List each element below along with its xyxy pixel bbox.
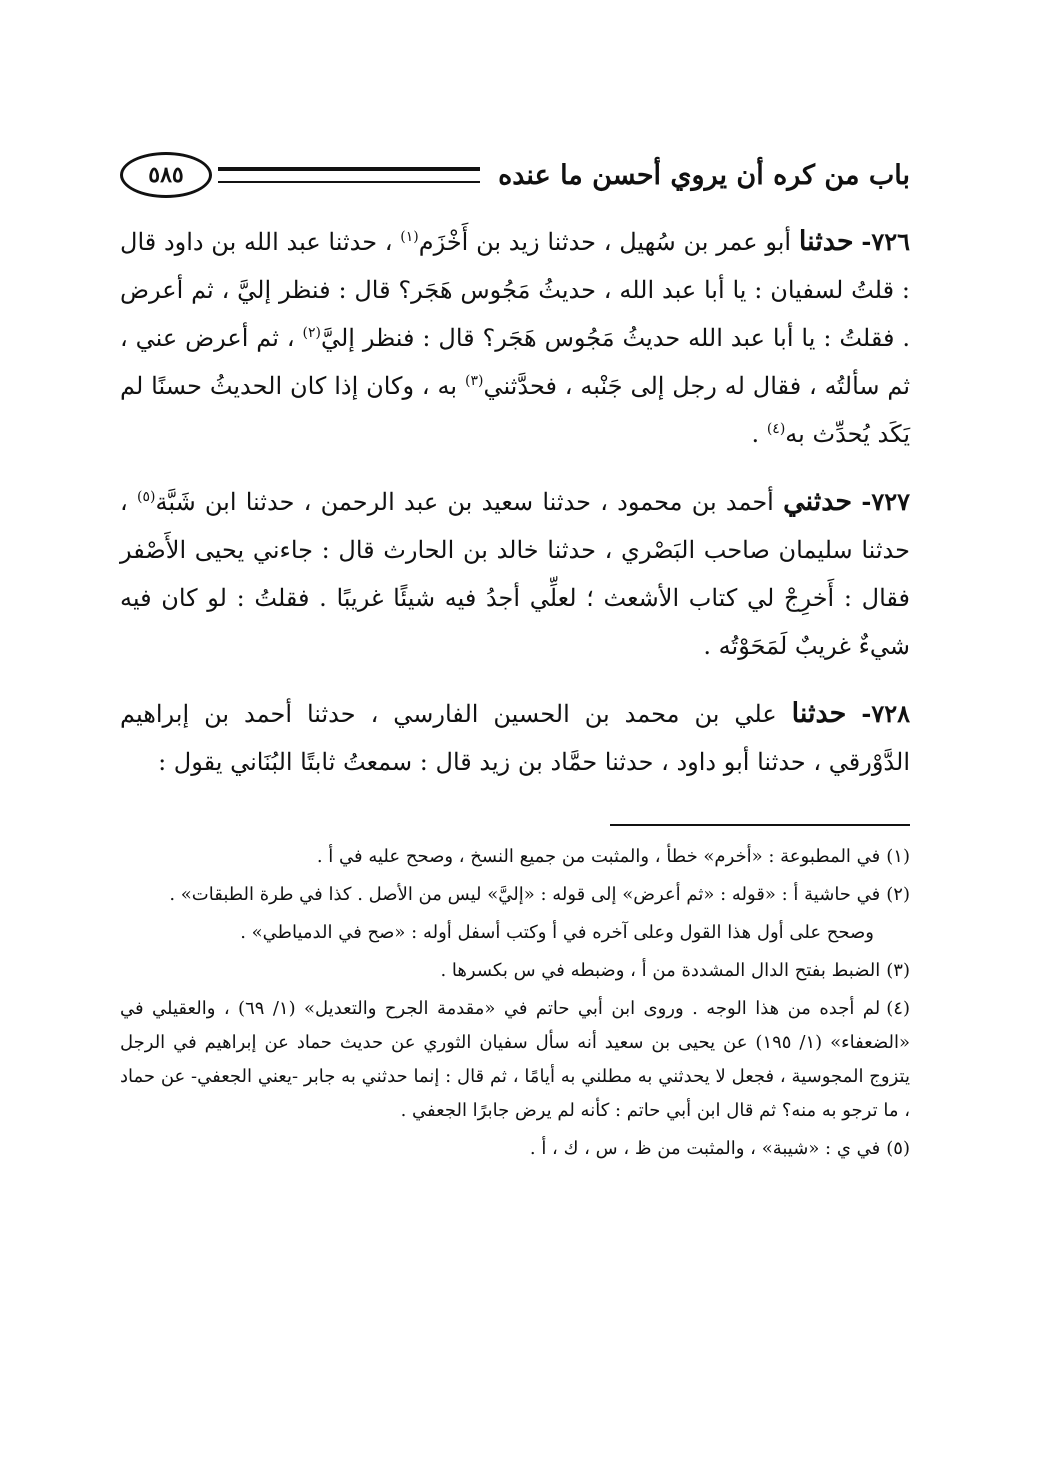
- hadith-text: ، حدثنا سليمان صاحب البَصْري ، حدثنا خالد بن الحارث قال : جاءني يحيى الأَصْفر فقال : أَخرِجْ لي كتاب الأشعث ؛ لعلِّي أجدُ فيه شيئًا غريبًا . فقلتُ : لو كان فيه شيءٌ غريبٌ لَمَحَوْتُه .: [120, 488, 910, 660]
- hadith-text: أبو عمر بن سُهيل ، حدثنا زيد بن أَخْزَم: [418, 228, 792, 256]
- footnote-number: (٥): [886, 1138, 910, 1159]
- footnote-text: وصحح على أول هذا القول وعلى آخره في أ وكتب أسفل أوله : «صح في الدمياطي» .: [240, 922, 874, 943]
- hadith-number: ٧٢٧-: [861, 487, 910, 516]
- footnote-text: لم أجده من هذا الوجه . وروى ابن أبي حاتم في «مقدمة الجرح والتعديل» (١/ ٦٩) ، والعقيلي في «الضعفاء» (١/ ١٩٥) عن يحيى بن سعيد أنه سأل سفيان الثوري عن حديث حماد عن إبراهيم في الرجل يتزوج المجوسية ، فجعل لا يحدثني به مطلني به أيامًا ، ثم قال : إنما حدثني به جابر -يعني الجعفي- عن حماد ، ما ترجو به منه؟ ثم قال ابن أبي حاتم : كأنه لم يرض جابرًا الجعفي .: [120, 998, 910, 1121]
- main-text: [120, 218, 910, 786]
- hadith-text: علي بن محمد بن الحسين الفارسي ، حدثنا أحمد بن إبراهيم الدَّوْرقي ، حدثنا أبو داود ، حدثنا حمَّاد بن زيد قال : سمعتُ ثابتًا البُنَاني يقول :: [120, 700, 910, 776]
- footnote-text: في ي : «شيبة» ، والمثبت من ظ ، س ، ك ، أ .: [529, 1138, 881, 1159]
- page-number-badge: ٥٨٥: [120, 152, 212, 198]
- hadith-727: [120, 478, 910, 670]
- hadith-text: به ، وكان إذا كان الحديثُ حسنًا لم يَكَد يُحدِّث به: [120, 372, 910, 448]
- footnote-text: في حاشية أ : «قوله : «ثم أعرض» إلى قوله : «إليَّ» ليس من الأصل . كذا في طرة الطبقات» .: [169, 884, 881, 905]
- hadith-text: ، ثم أعرض عني ، ثم سألتُه ، فقال له رجل إلى جَنْبه ، فحدَّثني: [120, 324, 911, 400]
- hadith-number: ٧٢٨-: [861, 699, 910, 728]
- footnote-ref[interactable]: (٢): [302, 325, 321, 341]
- footnote-5: [120, 1132, 910, 1166]
- header-rule: [218, 167, 480, 183]
- footnote-2-continuation: [120, 916, 910, 950]
- footnote-ref[interactable]: (٤): [766, 421, 786, 437]
- footnote-number: (٢): [886, 884, 910, 905]
- hadith-opening: حدثني: [783, 486, 853, 517]
- footnote-4: [120, 992, 910, 1128]
- chapter-title: باب من كره أن يروي أحسن ما عنده: [498, 159, 910, 191]
- hadith-text: أحمد بن محمود ، حدثنا سعيد بن عبد الرحمن ، حدثنا ابن شَبَّة: [155, 488, 774, 516]
- footnote-ref[interactable]: (٥): [136, 489, 156, 505]
- hadith-text: .: [751, 420, 760, 448]
- footnote-number: (٤): [886, 998, 910, 1019]
- hadith-text: ، حدثنا عبد الله بن داود قال : قلتُ لسفيان : يا أبا عبد الله ، حديثُ مَجُوس هَجَر؟ قال : فنظر إليَّ ، ثم أعرض . فقلتُ : يا أبا عبد الله حديثُ مَجُوس هَجَر؟ قال : فنظر إليَّ: [120, 228, 910, 352]
- hadith-number: ٧٢٦-: [861, 227, 910, 256]
- footnote-divider-wrap: [120, 806, 910, 840]
- hadith-opening: حدثنا: [798, 226, 854, 257]
- hadith-728: [120, 690, 910, 786]
- footnote-number: (٣): [886, 960, 910, 981]
- footnote-number: (١): [886, 846, 910, 867]
- footnote-divider: [610, 824, 910, 826]
- book-page: [120, 140, 910, 1340]
- footnote-text: الضبط بفتح الدال المشددة من أ ، وضبطه في س بكسرها .: [440, 960, 881, 981]
- footnote-3: [120, 954, 910, 988]
- footnote-text: في المطبوعة : «أخرم» خطأ ، والمثبت من جميع النسخ ، وصحح عليه في أ .: [316, 846, 881, 867]
- hadith-opening: حدثنا: [791, 698, 847, 729]
- footnote-1: [120, 840, 910, 874]
- footnote-ref[interactable]: (١): [400, 229, 419, 245]
- footnote-ref[interactable]: (٣): [464, 373, 484, 389]
- hadith-726: [120, 218, 910, 458]
- footnote-2: [120, 878, 910, 912]
- footnotes: [120, 840, 910, 1166]
- page-header: [120, 140, 910, 210]
